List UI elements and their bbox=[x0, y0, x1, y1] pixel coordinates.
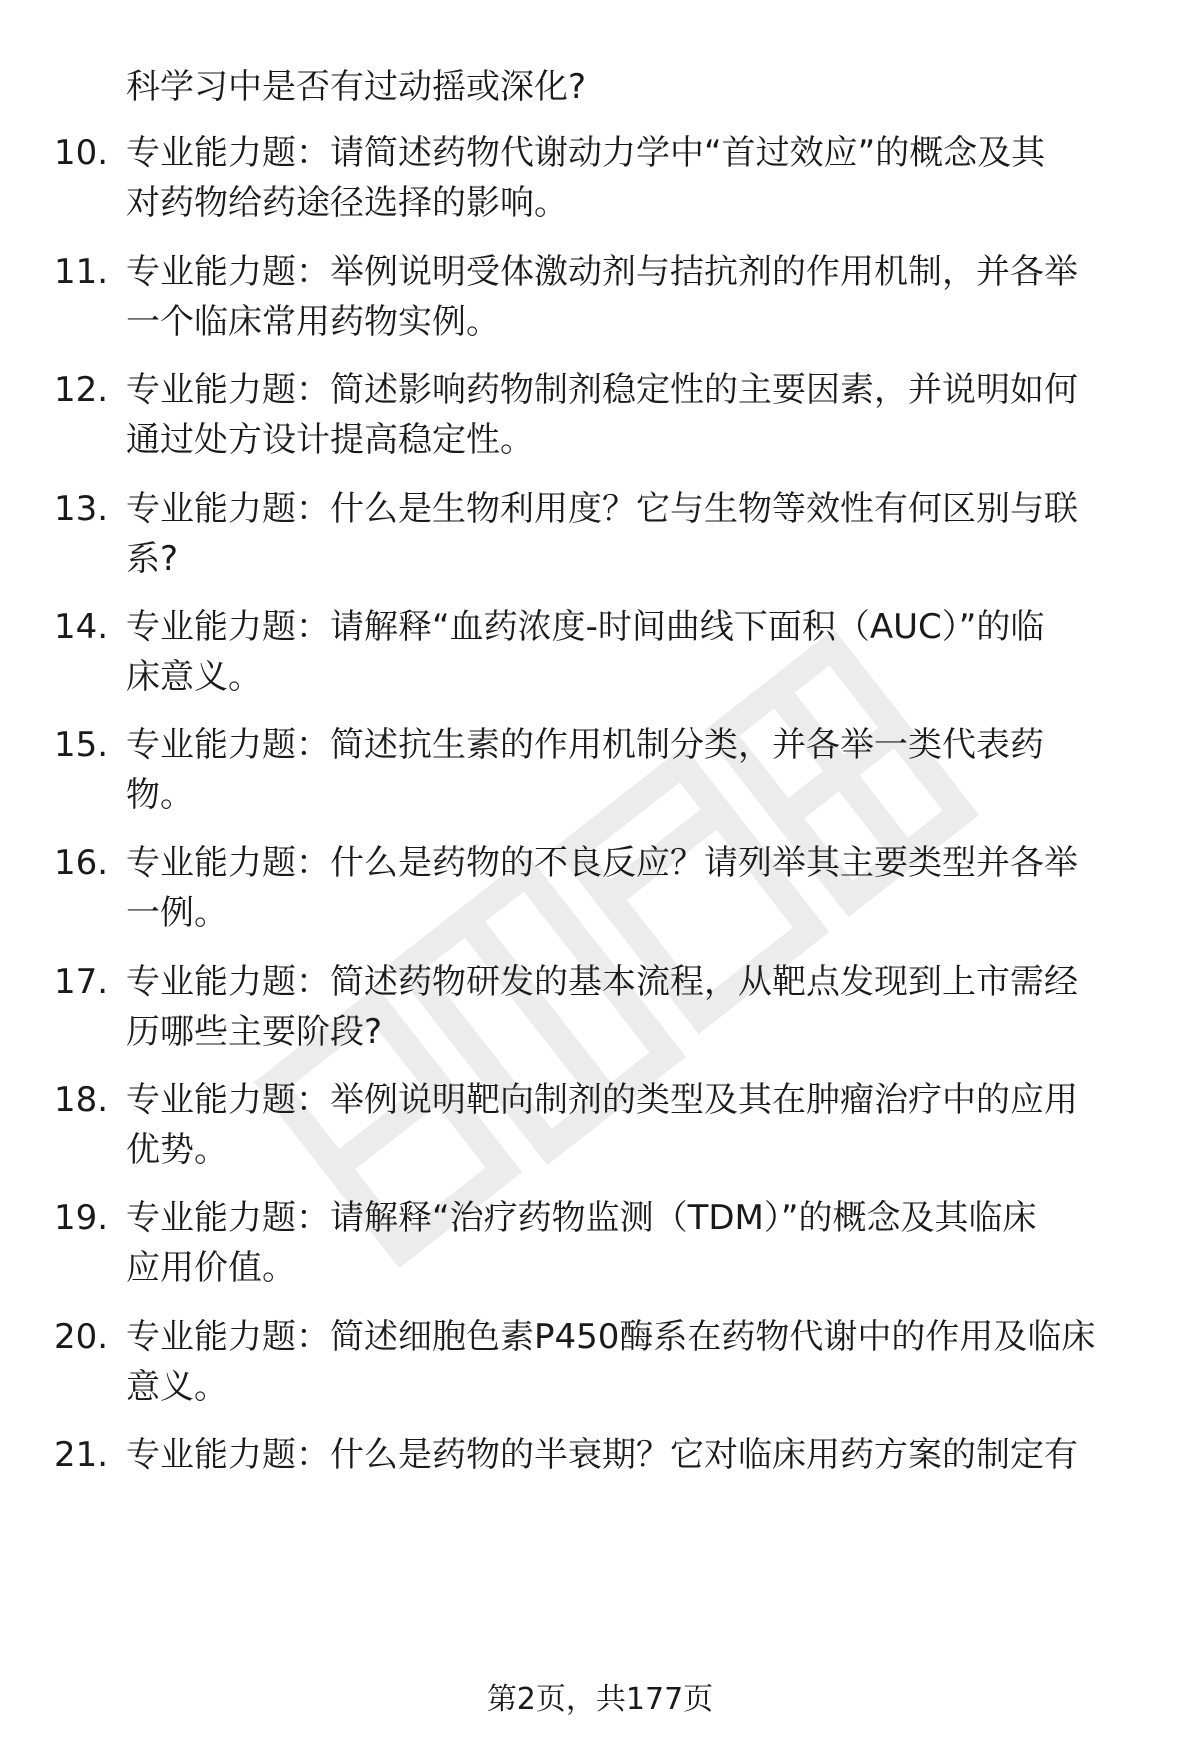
question-number: 13. bbox=[54, 489, 109, 529]
question-line: 优势。 bbox=[126, 1130, 228, 1170]
question-line: 应用价值。 bbox=[126, 1248, 296, 1288]
question-line: 对药物给药途径选择的影响。 bbox=[126, 183, 568, 223]
question-number: 15. bbox=[54, 725, 109, 765]
question-line: 历哪些主要阶段? bbox=[126, 1012, 383, 1052]
question-number: 14. bbox=[54, 607, 109, 647]
question-number: 12. bbox=[54, 370, 109, 410]
question-number: 19. bbox=[54, 1198, 109, 1238]
continuation-line: 科学习中是否有过动摇或深化? bbox=[126, 67, 587, 107]
question-line: 专业能力题：什么是生物利用度？它与生物等效性有何区别与联 bbox=[126, 489, 1078, 529]
question-text bbox=[126, 602, 1166, 702]
question-line: 专业能力题：举例说明受体激动剂与拮抗剂的作用机制，并各举 bbox=[126, 252, 1078, 292]
question-line: 物。 bbox=[126, 775, 194, 815]
question-line: 专业能力题：简述药物研发的基本流程，从靶点发现到上市需经 bbox=[126, 962, 1078, 1002]
question-line: 专业能力题：举例说明靶向制剂的类型及其在肿瘤治疗中的应用 bbox=[126, 1080, 1078, 1120]
question-text bbox=[126, 247, 1166, 347]
question-line: 通过处方设计提高稳定性。 bbox=[126, 420, 534, 460]
question-text bbox=[126, 957, 1166, 1057]
question-line: 专业能力题：简述影响药物制剂稳定性的主要因素，并说明如何 bbox=[126, 370, 1078, 410]
question-text bbox=[126, 365, 1166, 465]
question-line: 专业能力题：什么是药物的半衰期？它对临床用药方案的制定有 bbox=[126, 1435, 1078, 1475]
question-number: 11. bbox=[54, 252, 109, 292]
question-line: 专业能力题：请解释“治疗药物监测（TDM）”的概念及其临床 bbox=[126, 1198, 1037, 1238]
question-line: 专业能力题：什么是药物的不良反应？请列举其主要类型并各举 bbox=[126, 843, 1078, 883]
question-number: 21. bbox=[54, 1435, 109, 1475]
question-line: 专业能力题：简述抗生素的作用机制分类，并各举一类代表药 bbox=[126, 725, 1044, 765]
question-line: 一个临床常用药物实例。 bbox=[126, 302, 500, 342]
question-line: 一例。 bbox=[126, 893, 228, 933]
question-line: 专业能力题：请简述药物代谢动力学中“首过效应”的概念及其 bbox=[126, 133, 1046, 173]
question-number: 20. bbox=[54, 1317, 109, 1357]
question-number: 10. bbox=[54, 133, 109, 173]
question-number: 16. bbox=[54, 843, 109, 883]
question-line: 专业能力题：请解释“血药浓度-时间曲线下面积（AUC）”的临 bbox=[126, 607, 1045, 647]
question-text bbox=[126, 1075, 1166, 1175]
question-line: 床意义。 bbox=[126, 657, 262, 697]
question-text bbox=[126, 1430, 1166, 1480]
question-line: 意义。 bbox=[126, 1367, 228, 1407]
question-number: 17. bbox=[54, 962, 109, 1002]
question-text bbox=[126, 128, 1166, 228]
question-text bbox=[126, 1193, 1166, 1293]
question-text bbox=[126, 484, 1166, 584]
question-text bbox=[126, 838, 1166, 938]
question-text bbox=[126, 1312, 1166, 1412]
question-number: 18. bbox=[54, 1080, 109, 1120]
question-line: 专业能力题：简述细胞色素P450酶系在药物代谢中的作用及临床 bbox=[126, 1317, 1096, 1357]
question-line: 系? bbox=[126, 539, 179, 579]
page-footer: 第2页，共177页 bbox=[486, 1682, 714, 1717]
question-text bbox=[126, 720, 1166, 820]
